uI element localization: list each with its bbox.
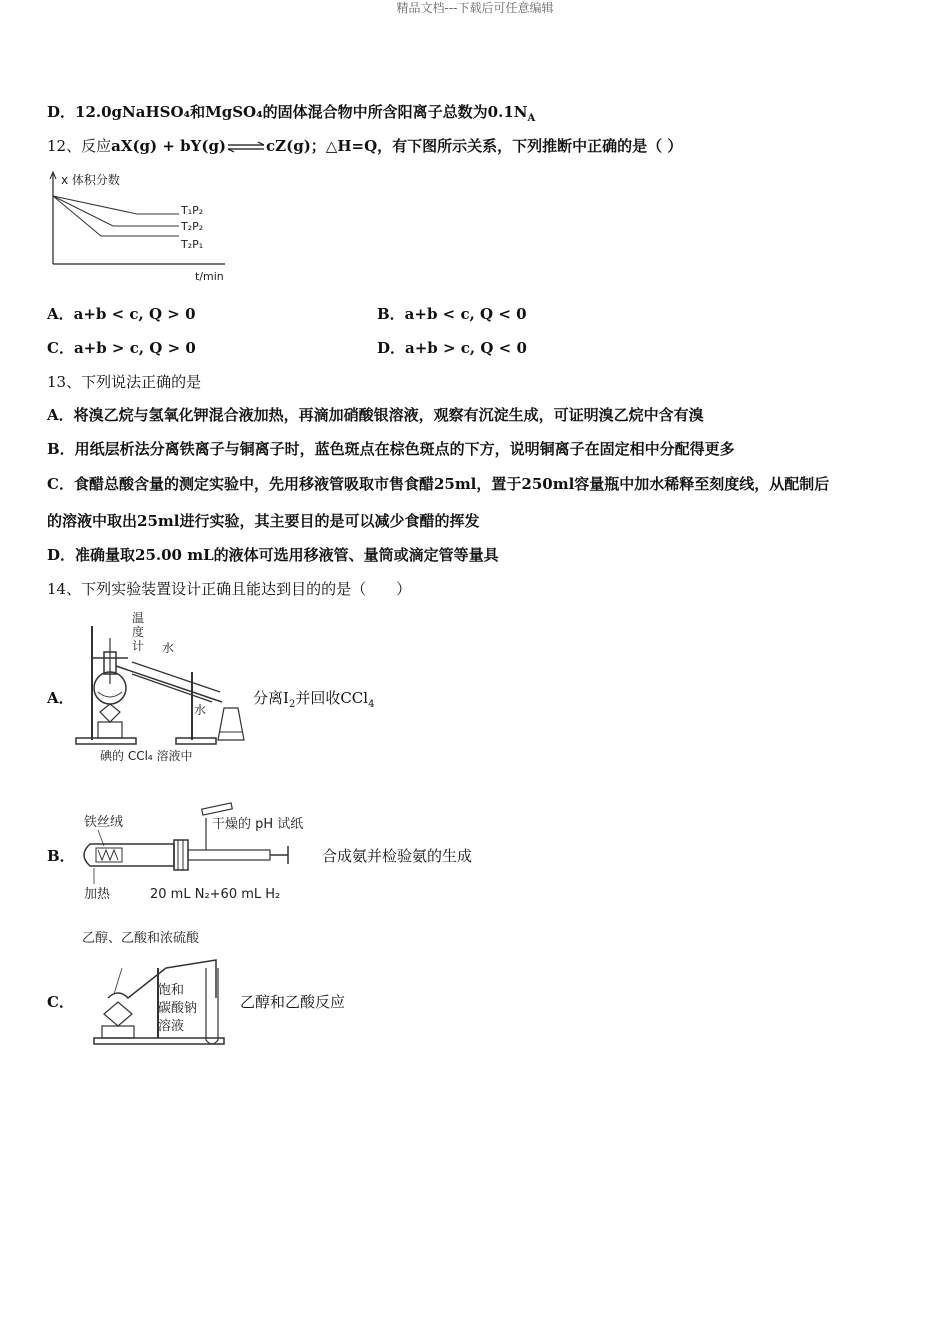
fig-a-label-thermometer-3: 计 [132,639,145,653]
graph-x-label: t/min [195,270,224,283]
q13-option-d: D．准确量取25.00 mL的液体可选用移液管、量筒或滴定管等量具 [47,546,499,564]
q11-option-d-sub: A [527,113,536,124]
fig-b-label-paper: 干燥的 pH 试纸 [212,817,304,832]
fig-c-label-sol-1: 饱和 [158,983,185,998]
q14-option-b-caption: 合成氨并检验氨的生成 [322,847,473,865]
fig-c-label-reagents: 乙醇、乙酸和浓硫酸 [82,931,200,946]
fig-b-label-wool: 铁丝绒 [84,815,124,830]
q14-a-caption-mid: 并回收CCl [295,689,369,707]
q12-option-a: A．a+b < c, Q > 0 [47,305,196,323]
fig-a-label-flask: 碘的 CCl₄ 溶液中 [100,749,193,763]
esterification-figure [78,928,238,1054]
q12-stem-prefix: 12、反应 [47,137,112,155]
q14-a-caption-sub2: 4 [368,699,375,710]
fig-c-label-sol-2: 碳酸钠 [158,1001,198,1016]
q14-option-a-label: A． [47,689,74,707]
graph-curve-t2p1 [53,196,179,236]
q11-option-d [47,102,535,129]
q14-a-caption-sub: 2 [288,699,296,710]
q14-option-a-caption [253,688,374,715]
q13-option-c-line1: C．食醋总酸含量的测定实验中，先用移液管吸取市售食醋25ml，置于250ml容量瓶中加水稀释至刻度线，从配制后 [47,475,830,493]
q12-option-c: C．a+b > c, Q > 0 [47,339,196,357]
q13-option-c-line2: 的溶液中取出25ml进行实验，其主要目的是可以减少食醋的挥发 [47,512,480,530]
distillation-apparatus-figure [72,612,250,764]
graph-curve-label-t2p2: T₂P₂ [181,220,204,233]
q14-a-caption-prefix: 分离I [253,689,289,707]
graph-curve-label-t1p2: T₁P₂ [181,204,204,217]
q12-reaction-left: aX(g) + bY(g) [111,137,227,155]
fig-a-label-thermometer-2: 度 [132,625,145,639]
q12-option-b: B．a+b < c, Q < 0 [377,305,527,323]
q13-option-a: A．将溴乙烷与氢氧化钾混合液加热，再滴加硝酸银溶液，观察有沉淀生成，可证明溴乙烷中含有溴 [47,406,704,424]
q12-reaction-right: cZ(g)；△H=Q，有下图所示关系，下列推断中正确的是（ ） [266,137,683,155]
fig-b-label-gas: 20 mL N₂+60 mL H₂ [150,887,281,902]
graph-y-label: x 体积分数 [61,173,120,187]
q12-option-d: D．a+b > c, Q < 0 [377,339,527,357]
q13-option-b: B．用纸层析法分离铁离子与铜离子时，蓝色斑点在棕色斑点的下方，说明铜离子在固定相中分配得更多 [47,440,735,458]
fig-c-label-sol-3: 溶液 [158,1019,185,1034]
q13-stem: 13、下列说法正确的是 [47,373,202,391]
q14-option-c-label: C． [47,993,74,1011]
q14-option-b-label: B． [47,847,75,865]
fig-a-label-water-out: 水 [194,703,207,717]
equilibrium-arrow-icon [226,141,266,153]
q11-option-d-text: D．12.0gNaHSO₄和MgSO₄的固体混合物中所含阳离子总数为0.1N [47,103,528,121]
fig-b-label-heat: 加热 [84,887,111,902]
ammonia-synthesis-figure [78,800,323,906]
q14-stem: 14、下列实验装置设计正确且能达到目的的是（ ） [47,580,412,598]
fig-a-label-water-in: 水 [162,641,175,655]
q12-volume-fraction-graph [45,168,235,286]
q12-stem [47,136,682,156]
q14-option-c-caption: 乙醇和乙酸反应 [240,993,346,1011]
fig-a-label-thermometer-1: 温 [132,612,145,625]
graph-curve-label-t2p1: T₂P₁ [181,238,204,251]
page-header: 精品文档---下载后可任意编辑 [396,1,554,15]
